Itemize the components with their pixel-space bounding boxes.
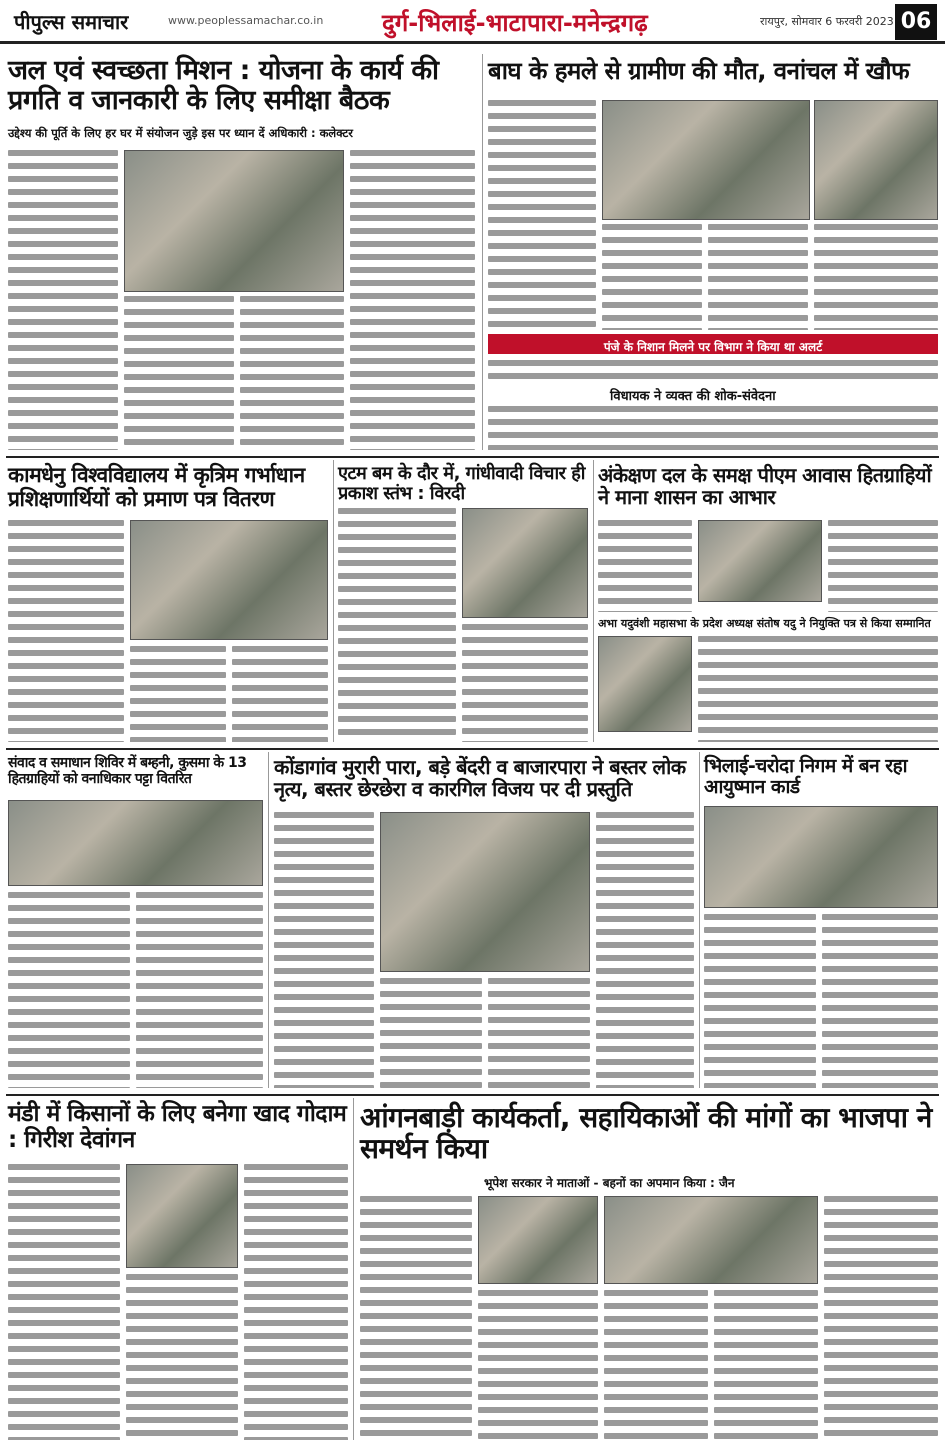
subheadline: भूपेश सरकार ने माताओं - बहनों का अपमान किया : जैन (484, 1176, 735, 1190)
headline: जल एवं स्वच्छता मिशन : योजना के कार्य की प्रगति व जानकारी के लिए समीक्षा बैठक (8, 55, 439, 117)
headline: कामधेनु विश्वविद्यालय में कृत्रिम गर्भाधान प्रशिक्षणार्थियों को प्रमाण पत्र वितरण (8, 463, 305, 511)
newspaper-logo: पीपुल्स समाचार (14, 10, 129, 34)
subheadline: अभा यदुवंशी महासभा के प्रदेश अध्यक्ष संतोष यदु ने नियुक्ति पत्र से किया सम्मानित (598, 617, 931, 630)
article-body (478, 1290, 598, 1440)
article-body (604, 1290, 708, 1440)
column-divider (268, 752, 269, 1088)
section-rule (6, 456, 939, 458)
section-rule (6, 748, 939, 750)
column-divider (699, 752, 700, 1088)
article-body (380, 978, 482, 1088)
article-body (488, 978, 590, 1088)
certificate-ceremony-photo (130, 520, 328, 640)
minister-photo (126, 1164, 238, 1268)
beneficiaries-photo (698, 520, 822, 602)
article-body (828, 520, 938, 612)
camp-photo (8, 800, 263, 886)
article-body (488, 406, 938, 450)
forest-officials-photo (602, 100, 810, 220)
column-divider (482, 54, 483, 450)
appointment-letter-photo (598, 636, 692, 732)
seminar-photo (462, 508, 588, 618)
meeting-photo (124, 150, 344, 292)
headline: बाघ के हमले से ग्रामीण की मौत, वनांचल में खौफ (488, 57, 910, 85)
page-number: 06 (895, 4, 937, 40)
headline: कोंडागांव मुरारी पारा, बड़े बेंदरी व बाजारपारा ने बस्तर लोक नृत्य, बस्तर छेरछेरा व कारगिल विजय पर दी प्रस्तुति (274, 755, 686, 802)
article-body (596, 812, 694, 1088)
article-body (350, 150, 475, 450)
article-body (240, 296, 344, 450)
article-body (714, 1290, 818, 1440)
protest-photo (478, 1196, 598, 1284)
article-body (698, 636, 938, 742)
headline: एटम बम के दौर में, गांधीवादी विचार ही प्रकाश स्तंभ : विरदी (338, 463, 585, 505)
issue-date: रायपुर, सोमवार 6 फरवरी 2023 (760, 15, 894, 28)
article-body (822, 914, 938, 1088)
column-divider (353, 1098, 354, 1440)
cultural-program-photo (380, 812, 590, 972)
masthead (0, 0, 945, 44)
article-body (814, 224, 938, 330)
article-body (360, 1196, 472, 1440)
article-body (338, 508, 456, 742)
article-body (8, 1164, 120, 1440)
headline: आंगनबाड़ी कार्यकर्ता, सहायिकाओं की मांगों का भाजपा ने समर्थन किया (360, 1101, 932, 1166)
headline: संवाद व समाधान शिविर में बम्हनी, कुसमा के 13 हितग्राहियों को वनाधिकार पट्टा वितरित (8, 755, 247, 787)
article-body (488, 100, 596, 330)
headline: अंकेक्षण दल के समक्ष पीएम आवास हितग्राहियों ने माना शासन का आभार (598, 463, 932, 510)
article-body (8, 892, 130, 1088)
article-body (598, 520, 692, 612)
article-body (274, 812, 374, 1088)
article-body (126, 1274, 238, 1440)
website-url[interactable]: www.peoplessamachar.co.in (168, 14, 324, 27)
article-body (136, 892, 263, 1088)
anganwadi-workers-photo (604, 1196, 818, 1284)
article-body (130, 646, 226, 742)
pugmark-photo (814, 100, 938, 220)
section-banner: पंजे के निशान मिलने पर विभाग ने किया था अलर्ट (488, 334, 938, 354)
article-body (8, 520, 124, 742)
column-divider (333, 460, 334, 742)
section-rule (6, 1094, 939, 1096)
headline: मंडी में किसानों के लिए बनेगा खाद गोदाम : गिरीश देवांगन (8, 1101, 347, 1153)
article-body (704, 914, 816, 1088)
headline: भिलाई-चरोदा निगम में बन रहा आयुष्मान कार्ड (704, 755, 908, 799)
article-body (462, 624, 588, 742)
section-title: दुर्ग-भिलाई-भाटापारा-मनेन्द्रगढ़ (382, 9, 648, 37)
article-body (8, 150, 118, 450)
article-body (602, 224, 702, 330)
article-body (488, 360, 938, 380)
article-body (232, 646, 328, 742)
subheadline: उद्देश्य की पूर्ति के लिए हर घर में संयोजन जुड़े इस पर ध्यान दें अधिकारी : कलेक्टर (8, 126, 353, 140)
article-body (244, 1164, 348, 1440)
article-body (124, 296, 234, 450)
ayushman-camp-photo (704, 806, 938, 908)
subheadline: विधायक ने व्यक्त की शोक-संवेदना (610, 389, 776, 404)
article-body (708, 224, 808, 330)
column-divider (593, 460, 594, 742)
article-body (824, 1196, 938, 1440)
